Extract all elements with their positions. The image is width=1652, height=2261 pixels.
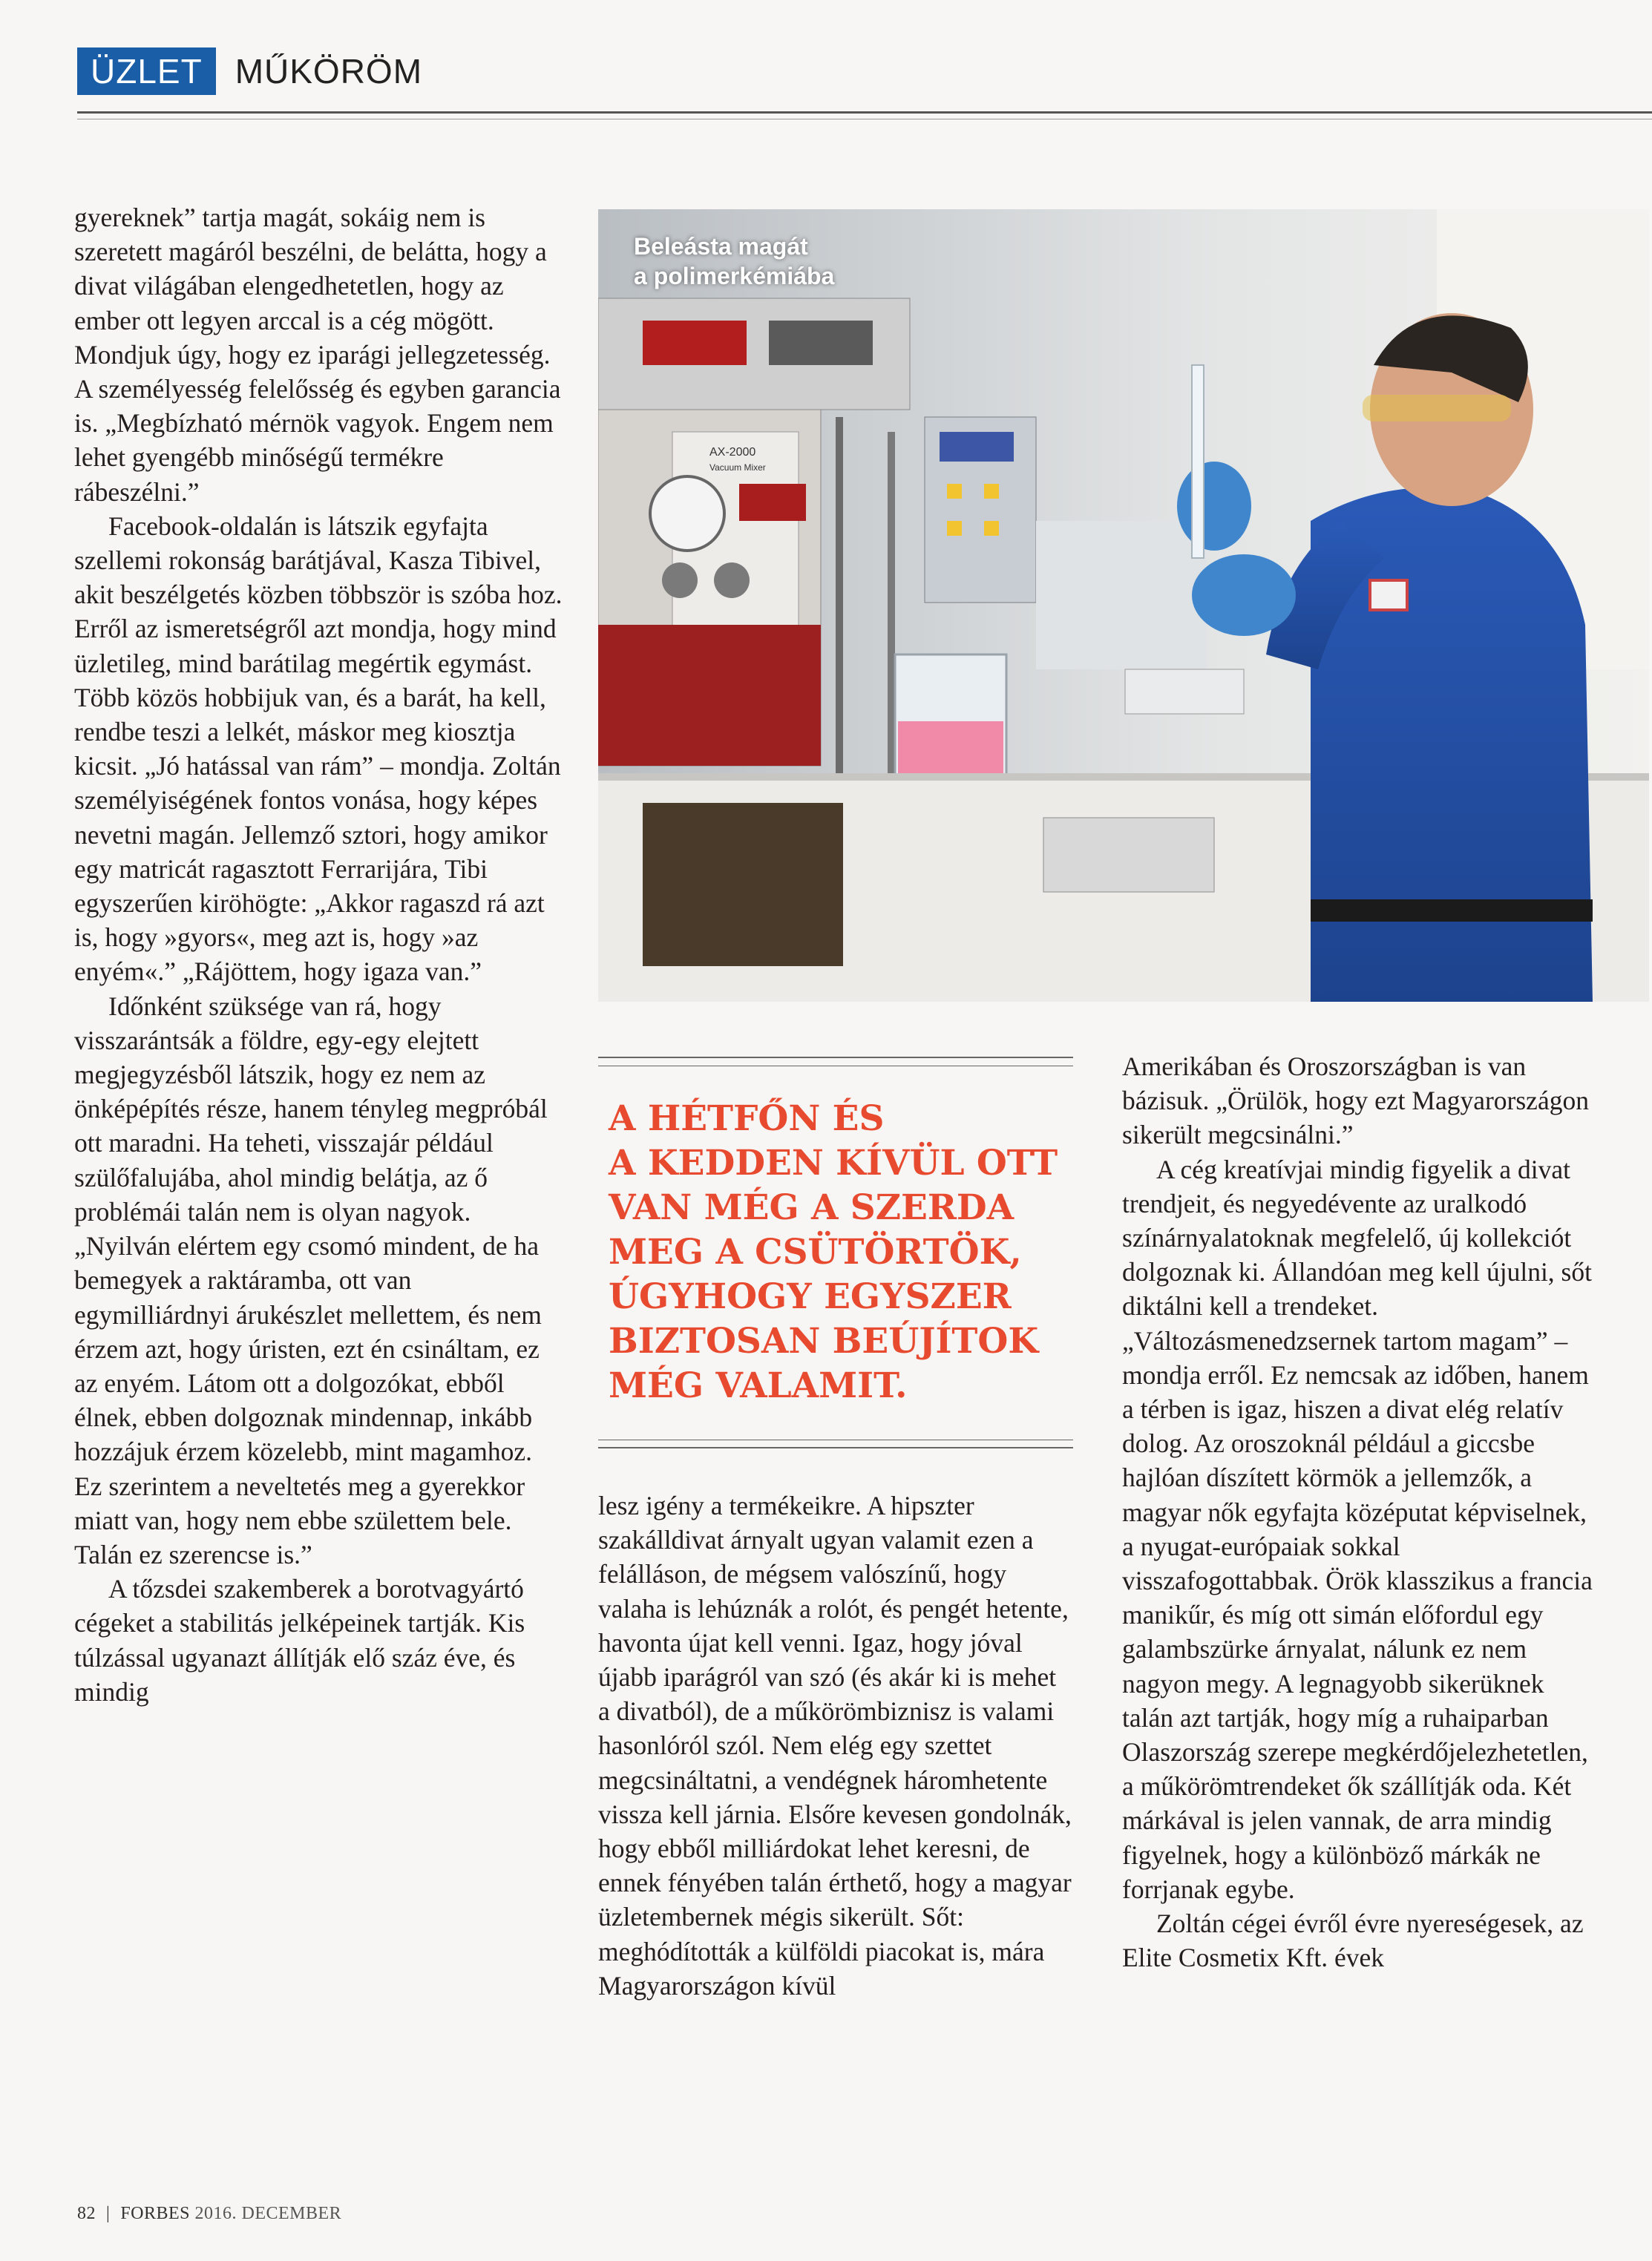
- article-column-3: [1122, 1049, 1597, 1975]
- paragraph: Amerikában és Oroszországban is van bázisuk. „Örülök, hogy ezt Magyarországon sikerült megcsinálni.”: [1122, 1051, 1589, 1150]
- paragraph: Zoltán cégei évről évre nyereségesek, az Elite Cosmetix Kft. évek: [1122, 1909, 1584, 1973]
- pullquote-rule-top: [598, 1057, 1073, 1058]
- device-label: AX-2000: [709, 446, 756, 459]
- pullquote-line: VAN MÉG A SZERDA: [609, 1187, 1015, 1228]
- page-header: [77, 47, 422, 95]
- pullquote-line: MEG A CSÜTÖRTÖK,: [609, 1232, 1022, 1273]
- paragraph: Időnként szüksége van rá, hogy visszarántsák a földre, egy-egy elejtett megjegyzésből látszik, hogy ez nem az önképépítés része, hanem tényleg megpróbál ott maradni. Ha teheti, visszajár például szülőfalujába, ahol mindig belátja, az ő problémái talán nem is olyan nagyok. „Nyilván elértem egy csomó mindent, de ha bemegyek a raktáramba, ott van egymilliárdnyi árukészlet mellettem, és nem érzem azt, hogy úristen, ezt én csináltam, ez az enyém. Látom ott a dolgozókat, ebből élnek, ebben dolgoznak mindennap, inkább hozzájuk érzem közelebb, mint magamhoz. Ez szerintem a neveltetés meg a gyerekkor miatt van, hogy nem ebbe születtem bele. Talán ez szerencse is.”: [74, 991, 548, 1569]
- footer-separator: |: [106, 2204, 111, 2223]
- caption-line: a polimerkémiába: [634, 263, 835, 289]
- pullquote-line: BIZTOSAN BEÚJÍTOK: [609, 1321, 1039, 1362]
- photo-caption: [634, 232, 901, 291]
- pullquote-rule-bottom: [598, 1447, 1073, 1448]
- article-photo: [598, 209, 1649, 1002]
- lab-scene-illustration: [598, 209, 1649, 1002]
- pullquote-line: A HÉTFŐN ÉS: [609, 1098, 885, 1139]
- page-footer: [77, 2204, 341, 2224]
- magazine-name: FORBES: [120, 2204, 191, 2223]
- page-number: 82: [77, 2204, 96, 2223]
- paragraph: gyereknek” tartja magát, sokáig nem is szeretett magáról beszélni, de belátta, hogy a divat világában elengedhetetlen, hogy az ember ott legyen arccal is a cég mögött. Mondjuk úgy, hogy ez iparági jellegzetesség. A személyesség felelősség és egyben garancia is. „Megbízható mérnök vagyok. Engem nem lehet gyengébb minőségű termékre rábeszélni.”: [74, 203, 561, 507]
- section-badge: ÜZLET: [77, 47, 216, 95]
- caption-line: Beleásta magát: [634, 233, 808, 260]
- paragraph: A tőzsdei szakemberek a borotvagyártó cégeket a stabilitás jelképeinek tartják. Kis túlzással ugyanazt állítják elő száz éve, és mindig: [74, 1574, 525, 1707]
- subsection-title: MŰKÖRÖM: [235, 52, 423, 91]
- issue-date: 2016. DECEMBER: [194, 2204, 342, 2223]
- pullquote-line: ÚGYHOGY EGYSZER: [609, 1276, 1012, 1317]
- paragraph: lesz igény a termékeikre. A hipszter szakálldivat árnyalt ugyan valamit ezen a felálláson, de mégsem valószínű, hogy valaha is lehúznák a rolót, és pengét hetente, havonta újat kell venni. Igaz, hogy jóval újabb iparágról van szó (és akár ki is mehet a divatból), de a műkörömbiznisz is valami hasonlóról szól. Nem elég egy szettet megcsináltatni, a vendégnek háromhetente vissza kell járnia. Elsőre kevesen gondolnák, hogy ebből milliárdokat lehet keresni, de ennek fényében talán érthető, hogy a magyar üzletembernek mégis sikerült. Sőt: meghódították a külföldi piacokat is, mára Magyarországon kívül: [598, 1491, 1072, 2001]
- article-column-1: [74, 200, 564, 1709]
- device-sublabel: Vacuum Mixer: [709, 462, 766, 473]
- header-rule: [77, 111, 1652, 114]
- pullquote-line: MÉG VALAMIT.: [609, 1365, 908, 1406]
- paragraph: Facebook-oldalán is látszik egyfajta szellemi rokonság barátjával, Kasza Tibivel, akit beszélgetés közben többször is szóba hoz. Erről az ismeretségről azt mondja, hogy mind üzletileg, mind barátilag megértik egymást. Több közös hobbijuk van, és a barát, ha kell, rendbe teszi a lelkét, máskor meg kiosztja kicsit. „Jó hatással van rám” – mondja. Zoltán személyiségének fontos vonása, hogy képes nevetni magán. Jellemző sztori, hogy amikor egy matricát ragasztott Ferrarijára, Tibi egyszerűen kiröhögte: „Akkor ragaszd rá azt is, hogy »gyors«, meg azt is, hogy »az enyém«.” „Rájöttem, hogy igaza van.”: [74, 511, 563, 987]
- paragraph: A cég kreatívjai mindig figyelik a divat trendjeit, és negyedévente az uralkodó színárnyalatoknak megfelelő, új kollekciót dolgoznak ki. Állandóan meg kell újulni, sőt diktálni kell a trendeket. „Változásmenedzsernek tartom magam” – mondja erről. Ez nemcsak az időben, hanem a térben is igaz, hiszen a divat elég relatív dolog. Az oroszoknál például a giccsbe hajlóan díszített körmök a jellemzők, a magyar nők egyfajta középutat képviselnek, a nyugat-európaiak sokkal visszafogottabbak. Örök klasszikus a francia manikűr, és míg ott simán előfordul egy galambszürke árnyalat, nálunk ez nem nagyon megy. A legnagyobb sikerüknek talán azt tartják, hogy míg a ruhaiparban Olaszország szerepe megkérdőjelezhetetlen, a műkörömtrendeket ők szállítják oda. Két márkával is jelen vannak, de arra mindig figyelnek, hogy a különböző márkák ne forrjanak egybe.: [1122, 1154, 1593, 1904]
- pullquote-line: A KEDDEN KÍVÜL OTT: [609, 1143, 1058, 1184]
- article-column-2: [598, 1489, 1073, 2003]
- pullquote: [609, 1097, 1069, 1408]
